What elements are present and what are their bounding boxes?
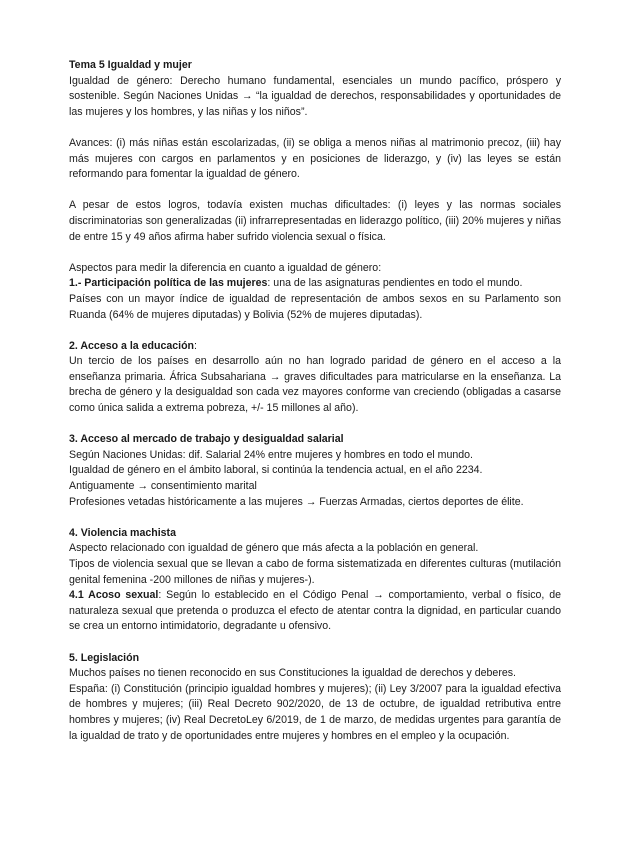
spacer xyxy=(69,323,561,339)
section3-line1: Según Naciones Unidas: dif. Salarial 24% entre mujeres y hombres en todo el mundo. xyxy=(69,448,473,461)
section3-line4: Profesiones vetadas históricamente a las mujeres → Fuerzas Armadas, ciertos deportes de élite. xyxy=(69,495,524,508)
section2-heading: 2. Acceso a la educación xyxy=(69,339,195,352)
spacer xyxy=(69,183,561,199)
spacer xyxy=(69,635,561,651)
section4-heading: 4. Violencia machista xyxy=(69,526,176,539)
document-page xyxy=(69,58,561,744)
section1-line1 xyxy=(69,276,561,292)
intro-paragraph: Igualdad de género: Derecho humano fundamental, esenciales un mundo pacífico, próspero y sostenible. Según Naciones Unidas → “la igualdad de derechos, responsabilidades y oportunidades de las mujeres y los hombres, y las niñas y los niños”. xyxy=(69,74,561,118)
section3-line3: Antiguamente → consentimiento marital xyxy=(69,480,257,493)
section4-line2: Tipos de violencia sexual que se llevan a cabo de forma sistematizada en diferentes culturas (mutilación genital femenina -200 millones de niñas y mujeres-). xyxy=(69,558,561,586)
section1-text1: : una de las asignaturas pendientes en todo el mundo. xyxy=(267,277,523,290)
section2-paragraph: Un tercio de los países en desarrollo aún no han logrado paridad de género en el acceso a la enseñanza primaria. África Subsahariana → graves dificultades para matricularse en la enseñanza. La brecha de género y la desigualdad son cada vez mayores conforme van creciendo (obligadas a casarse como única salida a extrema pobreza, +/- 15 millones al año). xyxy=(69,355,561,415)
section4-subsection xyxy=(69,588,561,635)
dificultades-paragraph: A pesar de estos logros, todavía existen muchas dificultades: (i) leyes y las normas sociales discriminatorias son generalizadas (ii) infrarrepresentadas en liderazgo político, (iii) 20% mujeres y niñas de entre 15 y 49 años afirma haber sufrido violencia sexual o física. xyxy=(69,199,561,243)
document-title: Tema 5 Igualdad y mujer xyxy=(69,59,192,71)
spacer xyxy=(69,245,561,261)
section2-heading-line xyxy=(69,339,561,355)
spacer xyxy=(69,417,561,433)
section4-sub-text: : Según lo establecido en el Código Penal → comportamiento, verbal o físico, de naturaleza sexual que pretenda o produzca el efecto de atentar contra la dignidad, en particular cuando se crea un entorno intimidatorio, degradante u ofensivo. xyxy=(69,589,561,633)
spacer xyxy=(69,120,561,136)
section1-heading: 1.- Participación política de las mujeres xyxy=(69,277,268,290)
section5-line2: España: (i) Constitución (principio igualdad hombres y mujeres); (ii) Ley 3/2007 para la igualdad efectiva de hombres y mujeres; (iii) Real Decreto 902/2020, de 13 de octubre, de igualdad retributiva entre hombres y mujeres; (iv) Real DecretoLey 6/2019, de 1 de marzo, de medidas urgentes para garantía de la igualdad de trato y de oportunidades entre mujeres y hombres en el empleo y la ocupación. xyxy=(69,682,561,742)
section4-sub-heading: 4.1 Acoso sexual xyxy=(69,589,159,602)
section1-paragraph: Países con un mayor índice de igualdad de representación de ambos sexos en su Parlamento son Ruanda (64% de mujeres diputadas) y Bolivia (52% de mujeres diputadas). xyxy=(69,292,561,321)
section3-heading: 3. Acceso al mercado de trabajo y desigualdad salarial xyxy=(69,433,344,446)
section4-line1: Aspecto relacionado con igualdad de género que más afecta a la población en general. xyxy=(69,542,479,555)
section3-line2: Igualdad de género en el ámbito laboral, si continúa la tendencia actual, en el año 2234. xyxy=(69,464,483,477)
avances-paragraph: Avances: (i) más niñas están escolarizadas, (ii) se obliga a menos niñas al matrimonio precoz, (iii) hay más mujeres con cargos en parlamentos y en posiciones de liderazgo, y (iv) las leyes se están reformando para fomentar la igualdad de género. xyxy=(69,136,561,181)
section2-heading-suffix: : xyxy=(194,339,197,352)
section5-heading: 5. Legislación xyxy=(69,651,140,664)
spacer xyxy=(69,510,561,526)
section5-line1: Muchos países no tienen reconocido en sus Constituciones la igualdad de derechos y deberes. xyxy=(69,667,516,680)
aspectos-intro: Aspectos para medir la diferencia en cuanto a igualdad de género: xyxy=(69,261,382,274)
